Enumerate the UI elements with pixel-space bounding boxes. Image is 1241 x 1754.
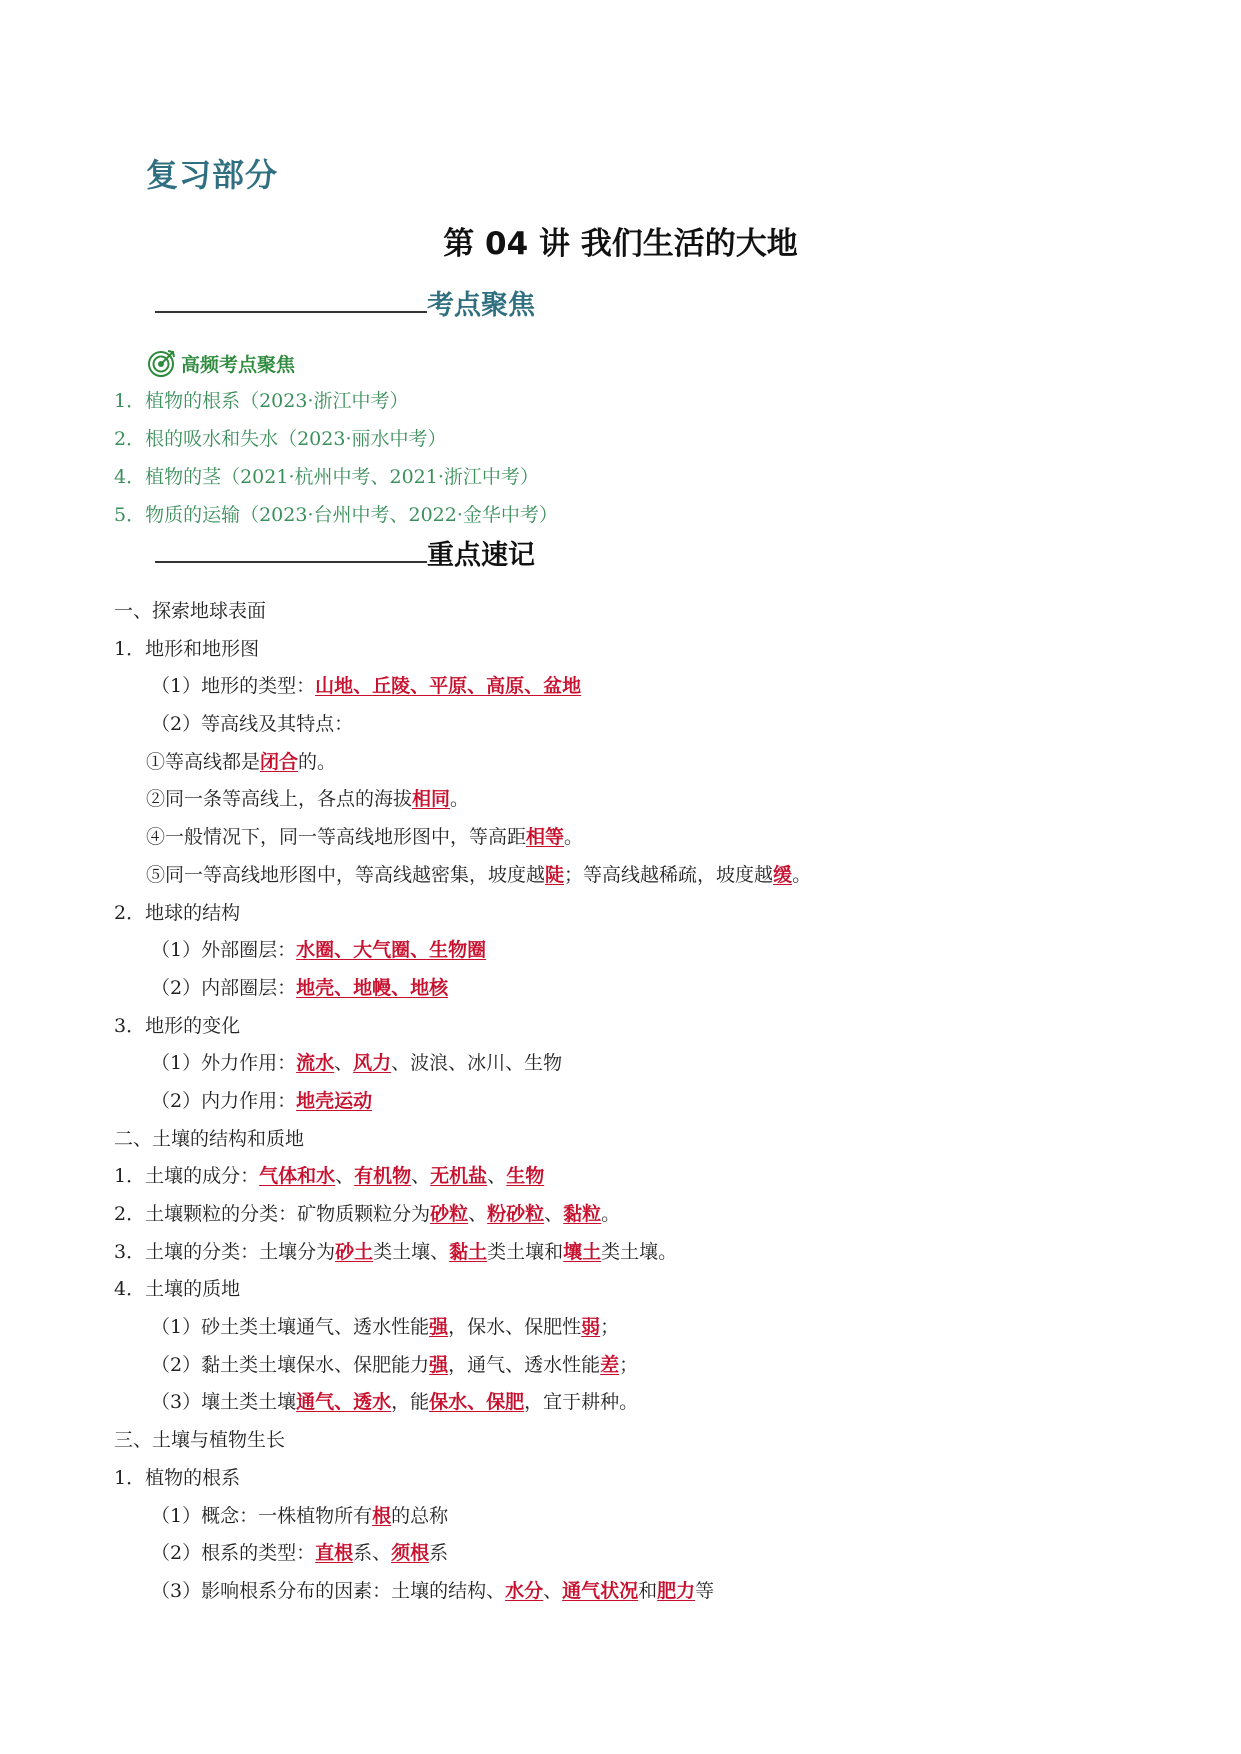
note-line xyxy=(114,1199,811,1237)
key-term: 根 xyxy=(372,1504,392,1527)
note-text: （1）外部圈层： xyxy=(151,939,297,962)
note-text: （3）壤土类土壤 xyxy=(151,1391,297,1414)
note-text: 。 xyxy=(450,788,470,811)
note-text: 、 xyxy=(543,1579,563,1602)
note-text: 1．土壤的成分： xyxy=(114,1165,260,1188)
note-text: ，通气、透水性能 xyxy=(448,1353,601,1376)
note-text: 。 xyxy=(792,863,812,886)
key-term: 通气状况 xyxy=(562,1579,639,1602)
subsection-heading: 1．植物的根系 xyxy=(114,1466,241,1489)
key-term: 弱 xyxy=(581,1316,601,1339)
key-term: 水圈、大气圈、生物圈 xyxy=(296,939,487,962)
note-text: （2）内部圈层： xyxy=(151,976,297,999)
note-text: （1）概念：一株植物所有 xyxy=(151,1504,373,1527)
list-item: 2．根的吸水和失水（2023·丽水中考） xyxy=(114,428,447,450)
key-term: 壤土 xyxy=(563,1240,602,1263)
list-item: 5．物质的运输（2023·台州中考、2022·金华中考） xyxy=(114,504,558,526)
banner-rule xyxy=(155,311,427,313)
key-term: 相等 xyxy=(526,826,565,849)
list-item: 1．植物的根系（2023·浙江中考） xyxy=(114,390,409,412)
section-heading: 二、土壤的结构和质地 xyxy=(114,1127,305,1150)
subsection-heading: 2．地球的结构 xyxy=(114,901,241,924)
note-line xyxy=(114,860,811,898)
key-term: 粉砂粒 xyxy=(487,1203,545,1225)
key-term: 闭合 xyxy=(260,750,299,773)
key-term: 强 xyxy=(429,1353,449,1376)
banner-key-notes xyxy=(155,538,535,572)
note-text: （3）影响根系分布的因素：土壤的结构、 xyxy=(151,1579,506,1602)
note-text: 、波浪、冰川、生物 xyxy=(391,1052,563,1075)
note-text: 、 xyxy=(544,1203,564,1225)
note-text: 、 xyxy=(487,1165,507,1188)
note-text: 的。 xyxy=(298,750,337,773)
key-term: 黏土 xyxy=(449,1240,488,1263)
note-line xyxy=(114,1048,811,1086)
key-term: 水分 xyxy=(505,1579,544,1602)
key-term: 生物 xyxy=(506,1165,545,1188)
note-text: ②同一条等高线上，各点的海拔 xyxy=(146,788,413,811)
list-item: 4．植物的茎（2021·杭州中考、2021·浙江中考） xyxy=(114,466,539,488)
notes-body xyxy=(114,596,811,1614)
note-text: ①等高线都是 xyxy=(146,750,261,773)
note-line xyxy=(114,1387,811,1425)
page-title: 第 04 讲 我们生活的大地 xyxy=(443,226,798,262)
note-line xyxy=(114,784,811,822)
note-line: （2）等高线及其特点： xyxy=(151,713,354,736)
note-line xyxy=(114,1312,811,1350)
focus-heading xyxy=(147,348,295,378)
banner-rule xyxy=(155,561,427,563)
key-term: 流水 xyxy=(296,1052,335,1075)
note-text: 的总称 xyxy=(391,1504,449,1527)
note-text: 。 xyxy=(601,1203,621,1225)
note-text: （1）地形的类型： xyxy=(151,675,316,698)
section-heading: 一、探索地球表面 xyxy=(114,600,267,622)
key-term: 气体和水 xyxy=(259,1165,336,1188)
note-line xyxy=(114,1237,811,1275)
note-text: ； xyxy=(600,1316,620,1339)
note-line xyxy=(114,747,811,785)
banner-exam-focus xyxy=(155,288,535,322)
banner-title: 考点聚焦 xyxy=(427,290,535,321)
note-text: ，保水、保肥性 xyxy=(448,1316,582,1339)
key-term: 砂土 xyxy=(335,1240,374,1263)
note-line xyxy=(114,1161,811,1199)
section-label: 复习部分 xyxy=(146,156,279,194)
key-term: 黏粒 xyxy=(563,1203,602,1225)
key-term: 山地、丘陵、平原、高原、盆地 xyxy=(315,675,582,698)
key-term: 缓 xyxy=(773,863,793,886)
key-term: 砂粒 xyxy=(430,1203,469,1225)
subsection-heading: 1．地形和地形图 xyxy=(114,637,260,660)
note-line xyxy=(114,1350,811,1388)
note-text: 、 xyxy=(335,1165,355,1188)
note-text: ，能 xyxy=(391,1391,430,1414)
note-text: 等 xyxy=(695,1579,715,1602)
target-icon xyxy=(147,348,177,378)
key-term: 差 xyxy=(600,1353,620,1376)
note-text: 。 xyxy=(564,826,584,849)
section-heading: 三、土壤与植物生长 xyxy=(114,1429,286,1452)
note-text: （1）砂土类土壤通气、透水性能 xyxy=(151,1316,430,1339)
key-term: 保水、保肥 xyxy=(429,1391,525,1414)
key-term: 肥力 xyxy=(657,1579,696,1602)
note-text: （2）黏土类土壤保水、保肥能力 xyxy=(151,1353,430,1376)
subsection-heading: 4．土壤的质地 xyxy=(114,1278,241,1301)
key-term: 地壳运动 xyxy=(296,1089,373,1112)
banner-title: 重点速记 xyxy=(427,540,535,571)
note-text: ④一般情况下，同一等高线地形图中，等高距 xyxy=(146,826,527,849)
key-term: 陡 xyxy=(545,863,565,886)
note-text: 、 xyxy=(334,1052,354,1075)
note-text: 和 xyxy=(638,1579,658,1602)
note-line xyxy=(114,822,811,860)
note-text: 系、 xyxy=(353,1542,392,1565)
key-term: 有机物 xyxy=(354,1165,412,1188)
note-line xyxy=(114,1576,811,1614)
key-term: 风力 xyxy=(353,1052,392,1075)
key-term: 强 xyxy=(429,1316,449,1339)
note-text: 系 xyxy=(429,1542,449,1565)
key-term: 地壳、地幔、地核 xyxy=(296,976,449,999)
note-text: ⑤同一等高线地形图中，等高线越密集，坡度越 xyxy=(146,863,546,886)
note-text: ，宜于耕种。 xyxy=(524,1391,639,1414)
focus-heading-text: 高频考点聚焦 xyxy=(181,353,296,376)
note-line xyxy=(114,671,811,709)
note-text: 2．土壤颗粒的分类：矿物质颗粒分为 xyxy=(114,1203,431,1225)
note-text: 类土壤和 xyxy=(487,1240,564,1263)
note-line xyxy=(114,935,811,973)
note-text: 3．土壤的分类：土壤分为 xyxy=(114,1240,336,1263)
note-line xyxy=(114,1538,811,1576)
focus-list xyxy=(114,386,558,538)
note-line xyxy=(114,973,811,1011)
note-text: 类土壤。 xyxy=(601,1240,678,1263)
note-line xyxy=(114,1086,811,1124)
key-term: 相同 xyxy=(412,788,451,811)
note-line xyxy=(114,1501,811,1539)
note-text: （1）外力作用： xyxy=(151,1052,297,1075)
note-text: （2）根系的类型： xyxy=(151,1542,316,1565)
note-text: ； xyxy=(619,1353,639,1376)
key-term: 直根 xyxy=(315,1542,354,1565)
note-text: ；等高线越稀疏，坡度越 xyxy=(564,863,774,886)
note-text: 、 xyxy=(468,1203,488,1225)
key-term: 通气、透水 xyxy=(296,1391,392,1414)
note-text: 类土壤、 xyxy=(373,1240,450,1263)
key-term: 无机盐 xyxy=(430,1165,488,1188)
subsection-heading: 3．地形的变化 xyxy=(114,1014,241,1037)
note-text: 、 xyxy=(411,1165,431,1188)
note-text: （2）内力作用： xyxy=(151,1089,297,1112)
key-term: 须根 xyxy=(391,1542,430,1565)
